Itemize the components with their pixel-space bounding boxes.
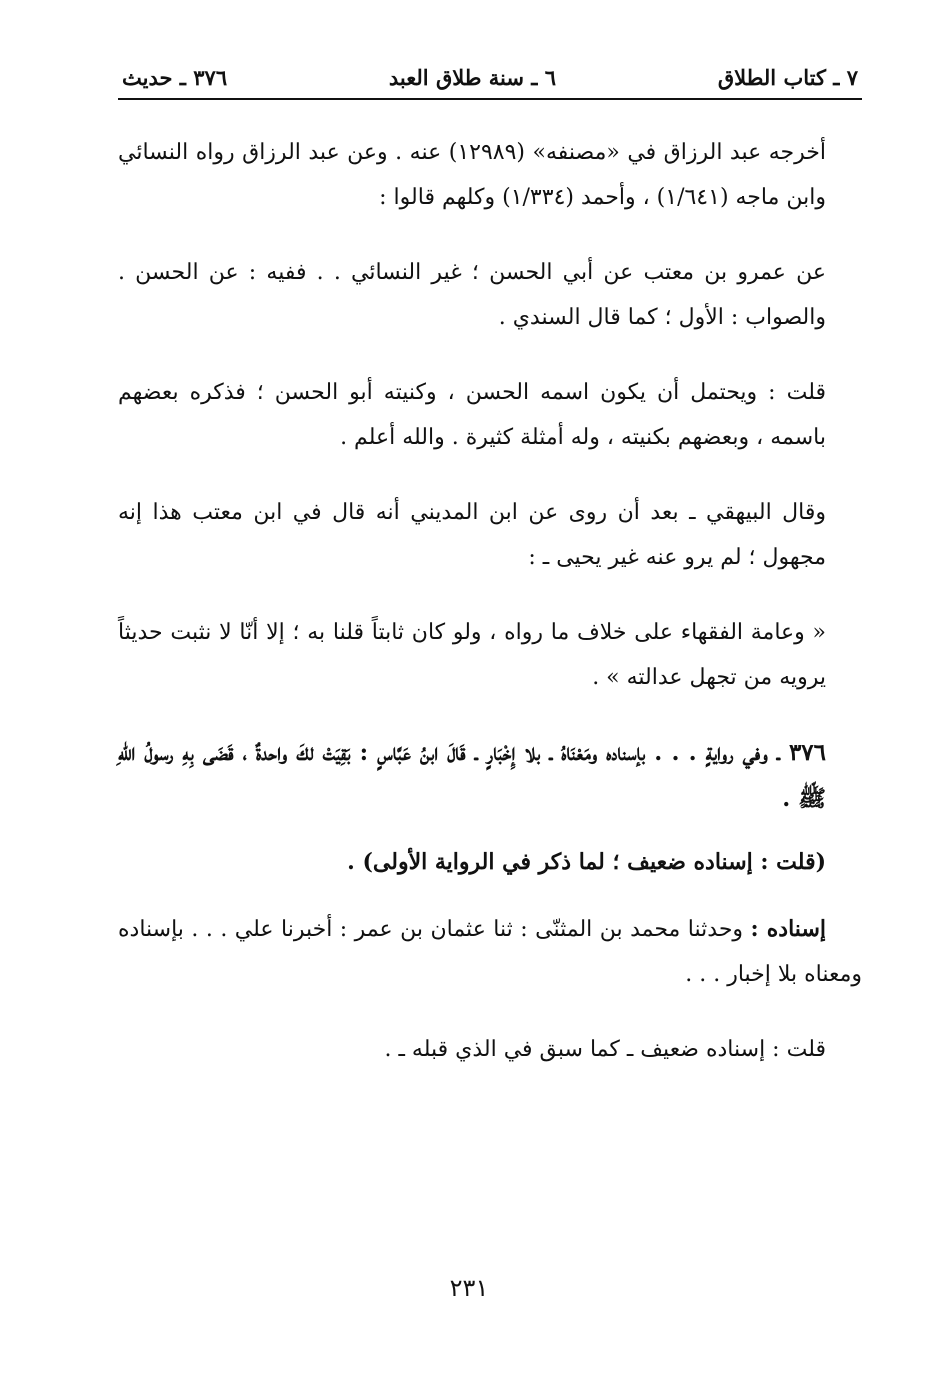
- isnad-text: وحدثنا محمد بن المثنّى : ثنا عثمان بن عمر : أخبرنا علي . . . بإسناده ومعناه بلا إخبار . . .: [118, 917, 862, 987]
- paragraph-quote: « وعامة الفقهاء على خلاف ما رواه ، ولو كان ثابتاً قلنا به ؛ إلا أنّا لا نثبت حديثاً يرويه من تجهل عدالته » .: [118, 620, 826, 690]
- running-header: [118, 62, 862, 100]
- final-comment: قلت : إسناده ضعيف ـ كما سبق في الذي قبله ـ .: [384, 1037, 826, 1062]
- header-chapter: ٧ ـ كتاب الطلاق: [717, 65, 858, 90]
- page: [118, 62, 862, 1102]
- page-body: [118, 100, 862, 1072]
- hadith-grading-note: (قلت : إسناده ضعيف ؛ لما ذكر في الرواية الأولى) .: [347, 849, 826, 875]
- page-number: ٢٣١: [449, 1274, 489, 1302]
- isnad-label: إسناده :: [750, 916, 826, 942]
- header-section: ٦ ـ سنة طلاق العبد: [388, 65, 557, 90]
- header-hadith-number: ٣٧٦ ـ حديث: [122, 65, 228, 90]
- paragraph-bayhaqi: وقال البيهقي ـ بعد أن روى عن ابن المديني أنه قال في ابن معتب هذا إنه مجهول ؛ لم يرو عنه غير يحيى ـ :: [118, 500, 826, 570]
- paragraph-comment: قلت : ويحتمل أن يكون اسمه الحسن ، وكنيته أبو الحسن ؛ فذكره بعضهم باسمه ، وبعضهم بكنيته ، وله أمثلة كثيرة . والله أعلم .: [118, 380, 826, 450]
- isnad-paragraph: [118, 907, 862, 997]
- hadith-text: ٣٧٦ ـ وفي روايةٍ . . . بإسناده ومَعْنَاهُ ـ بلا إِخْبَارٍ ـ قَالَ ابنُ عَبَّاسٍ : بَقِيَتْ لكَ واحدةٌ ، قَضَى بِهِ رسولُ اللهِ ﷺ .: [118, 739, 826, 812]
- paragraph-isnad-variant: عن عمرو بن معتب عن أبي الحسن ؛ غير النسائي . . ففيه : عن الحسن . والصواب : الأول ؛ كما قال السندي .: [118, 260, 826, 330]
- paragraph-takhrij: أخرجه عبد الرزاق في «مصنفه» (١٢٩٨٩) عنه . وعن عبد الرزاق رواه النسائي وابن ماجه (١/٦٤١) ، وأحمد (١/٣٣٤) وكلهم قالوا :: [118, 140, 826, 210]
